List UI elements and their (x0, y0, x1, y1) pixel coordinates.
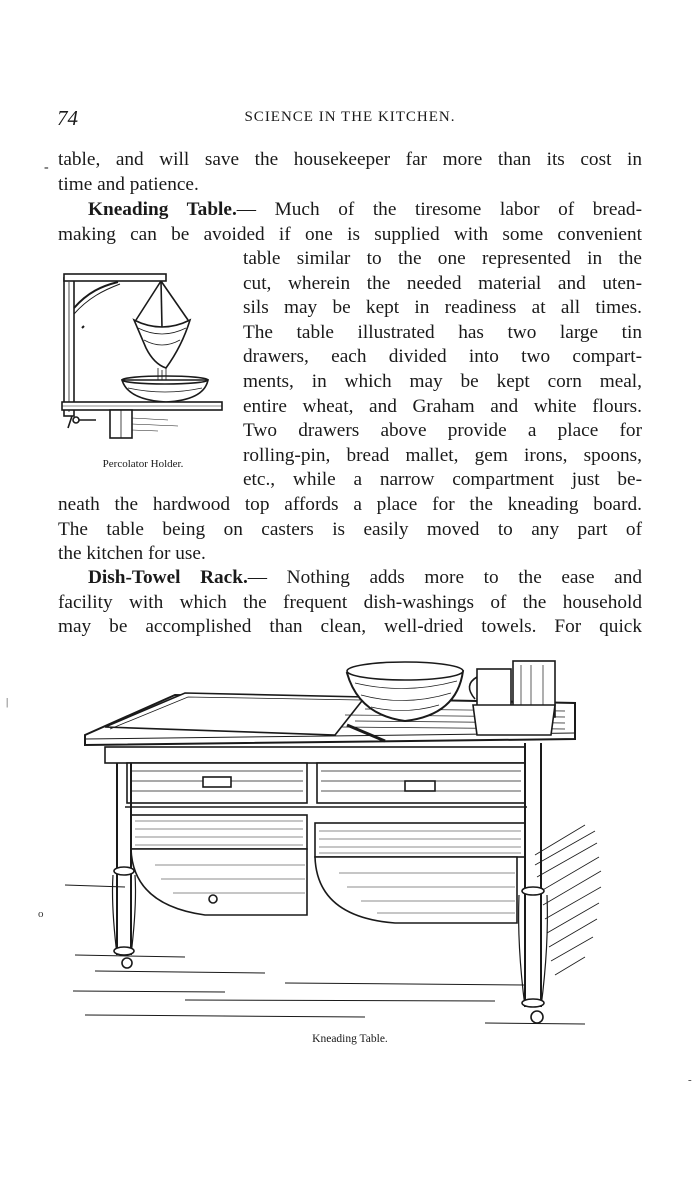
text-line: time and patience. (58, 173, 199, 195)
kneading-paragraph-bottom (58, 493, 642, 567)
text-line: rolling-pin, bread mallet, gem irons, spoons, (243, 444, 642, 466)
dish-towel-heading: Dish-Towel Rack. (88, 567, 248, 588)
text-line: etc., while a narrow compartment just be- (243, 469, 642, 491)
text-line: cut, wherein the needed material and uten- (243, 272, 642, 294)
text-line: sils may be kept in readiness at all times. (243, 297, 642, 319)
text-line: the kitchen for use. (58, 543, 206, 565)
dish-towel-paragraph (58, 566, 642, 640)
page-number: 74 (57, 106, 78, 130)
percolator-caption: Percolator Holder. (102, 458, 184, 470)
text-line (58, 566, 642, 591)
text-line: making can be avoided if one is supplied with some convenient (58, 223, 642, 245)
percolator-holder-illustration (58, 268, 228, 440)
text-line: Two drawers above provide a place for (243, 420, 642, 442)
text-line: neath the hardwood top affords a place for the kneading board. (58, 494, 642, 515)
text-span: — Much of the tiresome labor of bread- (236, 199, 642, 220)
kneading-table-caption: Kneading Table. (312, 1033, 388, 1045)
margin-speck: o (38, 908, 44, 920)
text-line: drawers, each divided into two compart- (243, 346, 642, 368)
margin-speck: - (688, 1074, 692, 1086)
continuation-paragraph (58, 148, 642, 197)
margin-mark: - (44, 160, 49, 175)
text-line: The table illustrated has two large tin (243, 321, 642, 343)
text-span: — Nothing adds more to the ease and (247, 567, 642, 588)
text-line: The table being on casters is easily moved to any part of (58, 518, 642, 540)
text-line (58, 198, 642, 223)
text-line: entire wheat, and Graham and white flours. (243, 395, 642, 417)
kneading-paragraph-top (58, 198, 642, 247)
kneading-heading: Kneading Table. (88, 199, 237, 220)
running-title: SCIENCE IN THE KITCHEN. (244, 109, 456, 125)
text-line: table, and will save the housekeeper far more than its cost in (58, 149, 642, 170)
text-line: ments, in which may be kept corn meal, (243, 370, 642, 392)
margin-speck: | (6, 696, 9, 708)
text-line: may be accomplished than clean, well-dried towels. For quick (58, 616, 642, 638)
text-line: table similar to the one represented in the (243, 248, 642, 269)
text-line: facility with which the frequent dish-washings of the household (58, 591, 642, 613)
kneading-table-illustration (65, 655, 605, 1030)
kneading-paragraph-wrapped (243, 247, 642, 493)
